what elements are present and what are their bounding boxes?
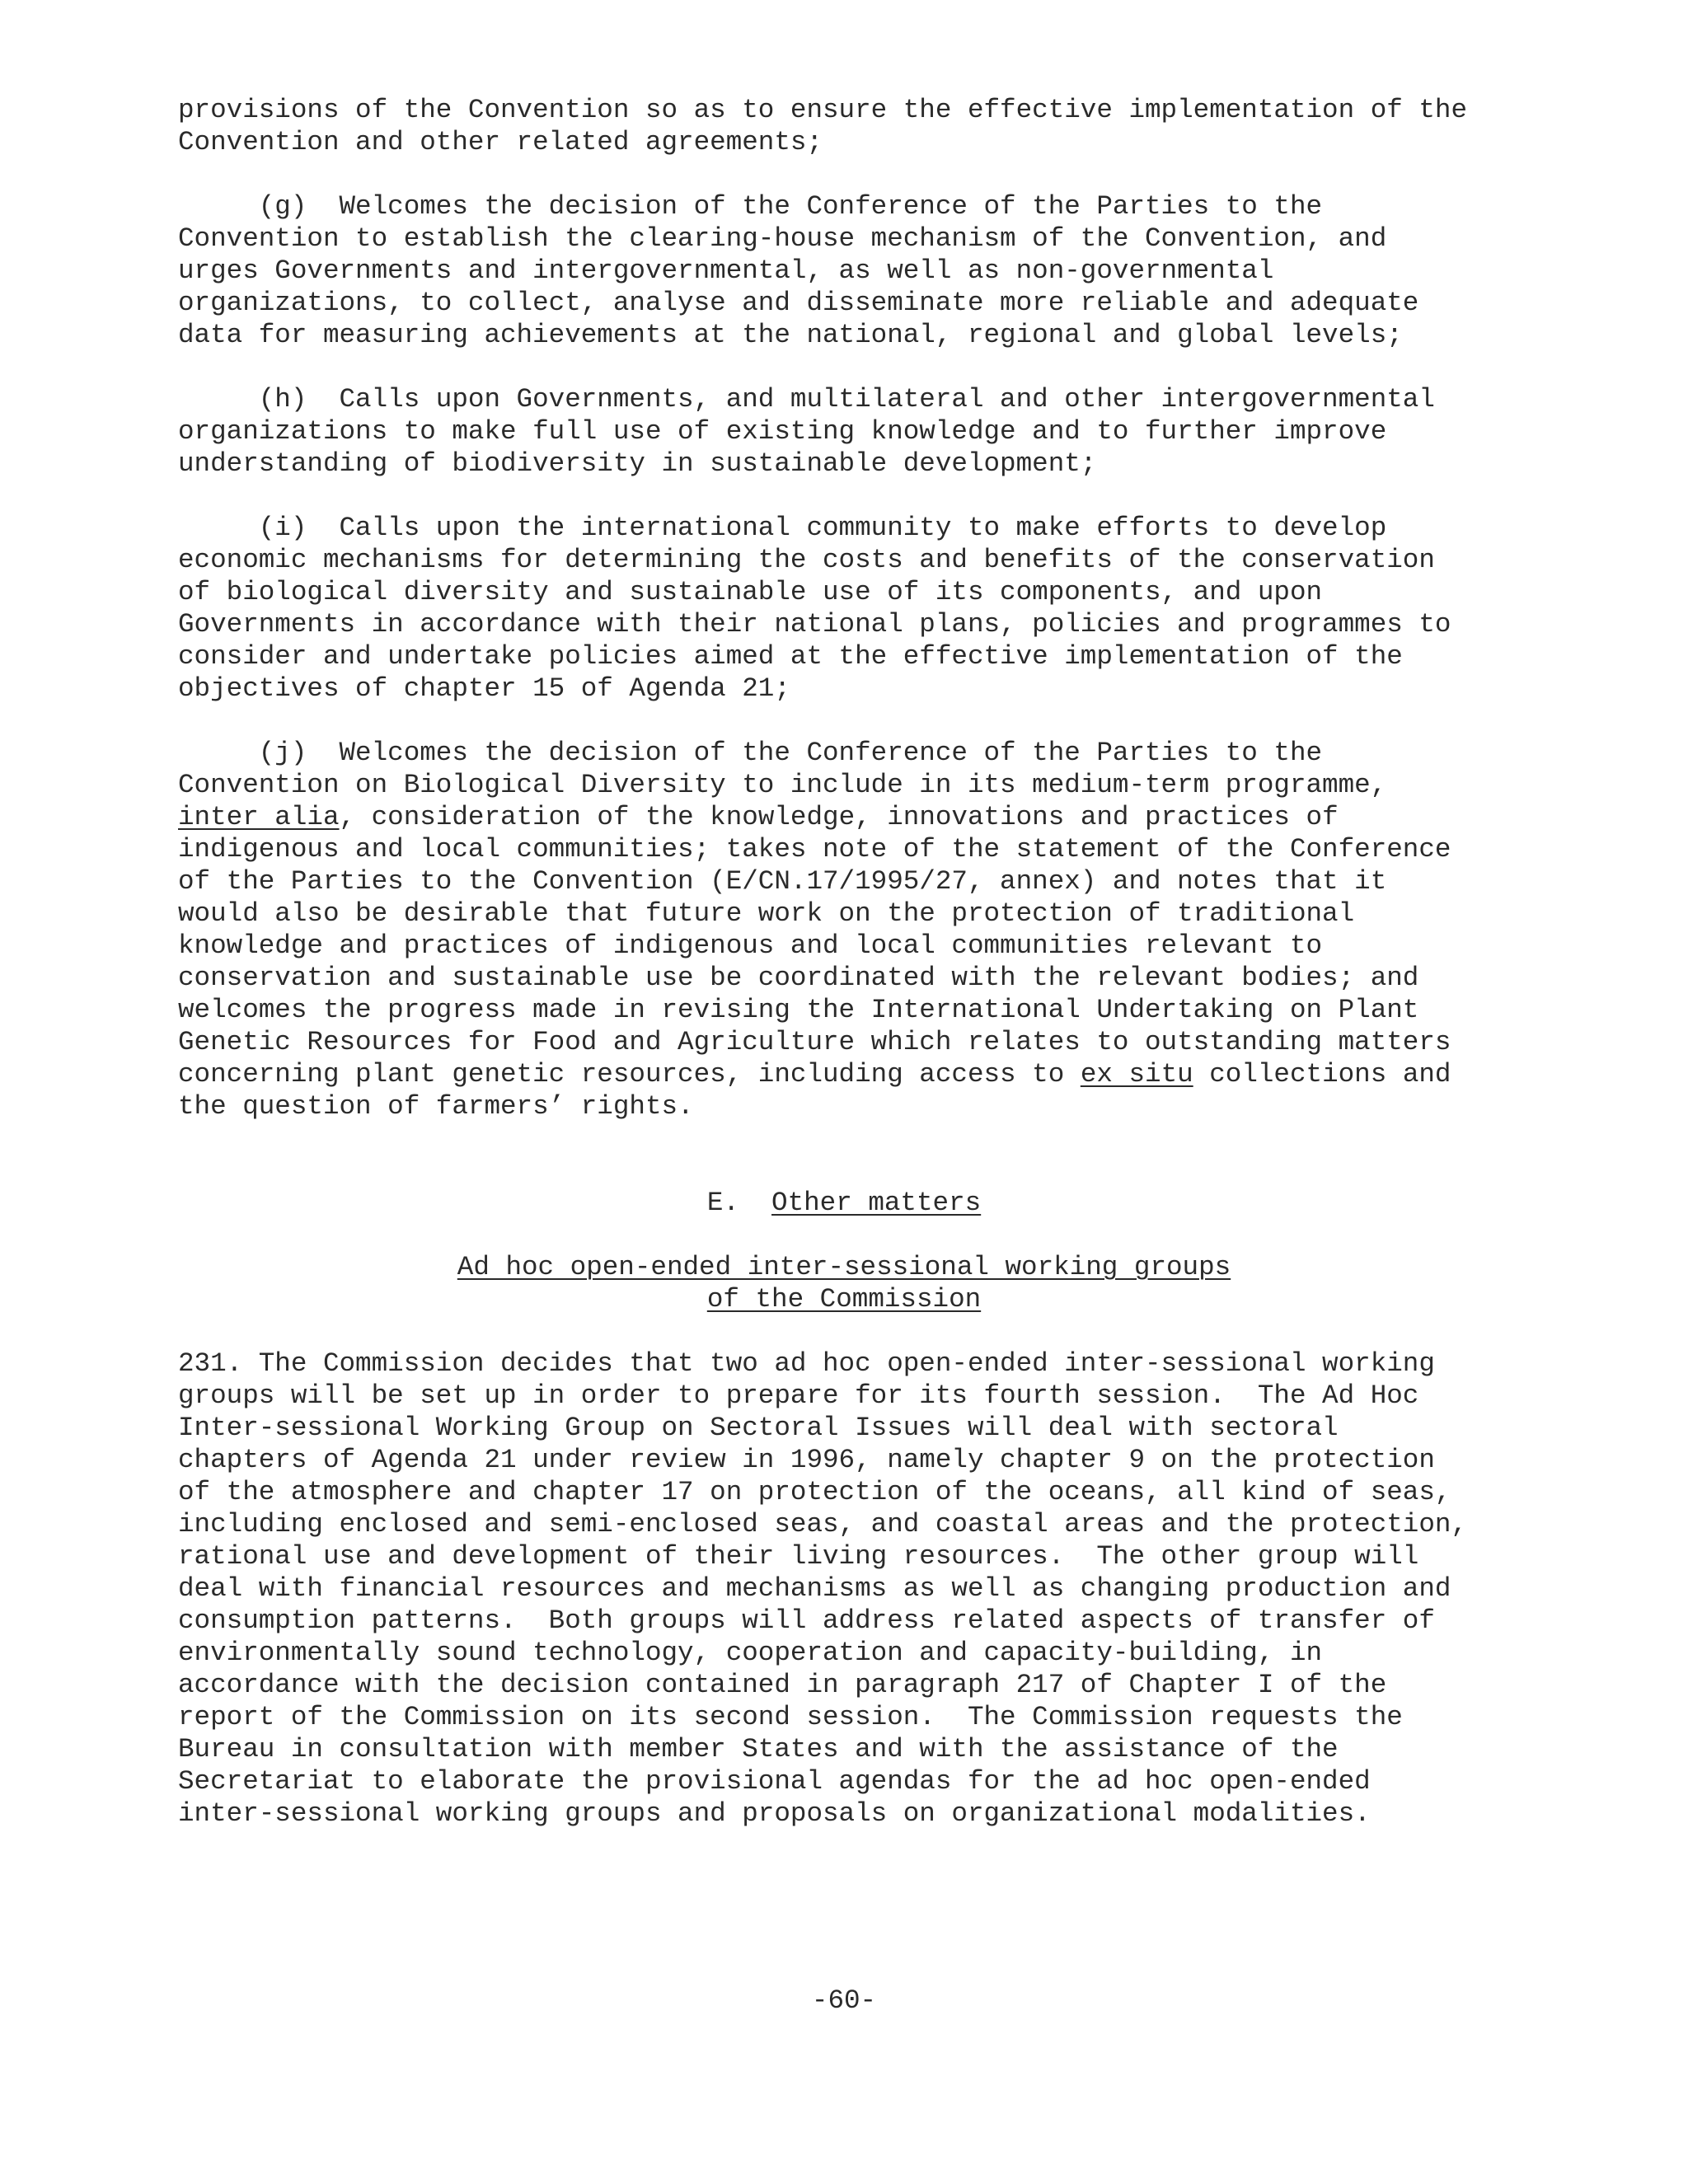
paragraph-i-line: Governments in accordance with their national plans, policies and programmes to xyxy=(178,609,1451,640)
latin-term-ex-situ: ex situ xyxy=(1080,1059,1193,1090)
paragraph-j-line: welcomes the progress made in revising the International Undertaking on Plant xyxy=(178,995,1419,1025)
paragraph-g-line: organizations, to collect, analyse and disseminate more reliable and adequate xyxy=(178,288,1419,318)
paragraph-g-line: Convention to establish the clearing-house mechanism of the Convention, and xyxy=(178,223,1387,254)
paragraph-h-line: (h) Calls upon Governments, and multilateral and other intergovernmental xyxy=(178,384,1435,415)
paragraph-i-line: of biological diversity and sustainable use of its components, and upon xyxy=(178,577,1323,607)
paragraph-231-line: Bureau in consultation with member States and with the assistance of the xyxy=(178,1734,1339,1765)
paragraph-231-line: deal with financial resources and mechanisms as well as changing production and xyxy=(178,1573,1451,1604)
paragraph-231-line: of the atmosphere and chapter 17 on protection of the oceans, all kind of seas, xyxy=(178,1477,1451,1507)
paragraph-i-line: (i) Calls upon the international community to make efforts to develop xyxy=(178,513,1387,543)
paragraph-j-text: collections and xyxy=(1193,1059,1451,1090)
paragraph-g-line: data for measuring achievements at the national, regional and global levels; xyxy=(178,320,1403,350)
paragraph-231-line: inter-sessional working groups and proposals on organizational modalities. xyxy=(178,1798,1371,1829)
paragraph-g-line: urges Governments and intergovernmental, as well as non-governmental xyxy=(178,255,1274,286)
paragraph-i-line: objectives of chapter 15 of Agenda 21; xyxy=(178,673,790,704)
paragraph-f-line: provisions of the Convention so as to ensure the effective implementation of the xyxy=(178,95,1468,125)
paragraph-231-line: accordance with the decision contained in paragraph 217 of Chapter I of the xyxy=(178,1670,1387,1700)
paragraph-231-line: Secretariat to elaborate the provisional agendas for the ad hoc open-ended xyxy=(178,1766,1371,1797)
paragraph-j-line: knowledge and practices of indigenous and local communities relevant to xyxy=(178,930,1323,961)
paragraph-j-line: indigenous and local communities; takes note of the statement of the Conference xyxy=(178,834,1451,865)
subheading-line: of the Commission xyxy=(706,1284,982,1315)
paragraph-j-line: Genetic Resources for Food and Agriculture which relates to outstanding matters xyxy=(178,1027,1451,1057)
paragraph-f-line: Convention and other related agreements; xyxy=(178,127,823,157)
paragraph-g-line: (g) Welcomes the decision of the Conference of the Parties to the xyxy=(178,191,1323,222)
paragraph-231-line: groups will be set up in order to prepare for its fourth session. The Ad Hoc xyxy=(178,1380,1419,1411)
paragraph-231-line: rational use and development of their living resources. The other group will xyxy=(178,1541,1419,1572)
paragraph-j-line: the question of farmers’ rights. xyxy=(178,1091,694,1122)
latin-term-inter-alia: inter alia xyxy=(178,802,340,832)
paragraph-i-line: consider and undertake policies aimed at the effective implementation of the xyxy=(178,641,1403,672)
paragraph-h-line: organizations to make full use of existing knowledge and to further improve xyxy=(178,416,1387,447)
paragraph-231-line: report of the Commission on its second session. The Commission requests the xyxy=(178,1702,1403,1732)
paragraph-231-line: chapters of Agenda 21 under review in 1996, namely chapter 9 on the protection xyxy=(178,1445,1435,1475)
subheading xyxy=(0,1283,1688,1315)
subheading-line: Ad hoc open-ended inter-sessional working groups xyxy=(457,1252,1231,1282)
paragraph-j-text: , consideration of the knowledge, innovations and practices of xyxy=(339,802,1339,832)
paragraph-j-line: (j) Welcomes the decision of the Conference of the Parties to the xyxy=(178,738,1323,768)
paragraph-h-line: understanding of biodiversity in sustainable development; xyxy=(178,448,1097,479)
section-heading xyxy=(0,1187,1688,1219)
paragraph-j-line: would also be desirable that future work on the protection of traditional xyxy=(178,898,1355,929)
page-number: -60- xyxy=(811,1985,877,2016)
paragraph-j-line: conservation and sustainable use be coordinated with the relevant bodies; and xyxy=(178,963,1419,993)
paragraph-i-line: economic mechanisms for determining the costs and benefits of the conservation xyxy=(178,545,1435,575)
paragraph-j-line: of the Parties to the Convention (E/CN.17/1995/27, annex) and notes that it xyxy=(178,866,1387,897)
paragraph-j-text: concerning plant genetic resources, including access to xyxy=(178,1059,1081,1090)
section-letter: E. xyxy=(706,1188,739,1218)
paragraph-j-line xyxy=(178,1058,1451,1090)
paragraph-231-line: Inter-sessional Working Group on Sectoral Issues will deal with sectoral xyxy=(178,1413,1339,1443)
paragraph-231-line: 231. The Commission decides that two ad hoc open-ended inter-sessional working xyxy=(178,1348,1435,1379)
section-title: Other matters xyxy=(771,1188,982,1218)
paragraph-231-line: consumption patterns. Both groups will address related aspects of transfer of xyxy=(178,1605,1435,1636)
paragraph-231-line: environmentally sound technology, cooperation and capacity-building, in xyxy=(178,1638,1323,1668)
paragraph-231-line: including enclosed and semi-enclosed seas, and coastal areas and the protection, xyxy=(178,1509,1468,1540)
paragraph-j-line xyxy=(178,801,1339,833)
paragraph-j-line: Convention on Biological Diversity to include in its medium-term programme, xyxy=(178,770,1387,800)
subheading xyxy=(0,1251,1688,1283)
